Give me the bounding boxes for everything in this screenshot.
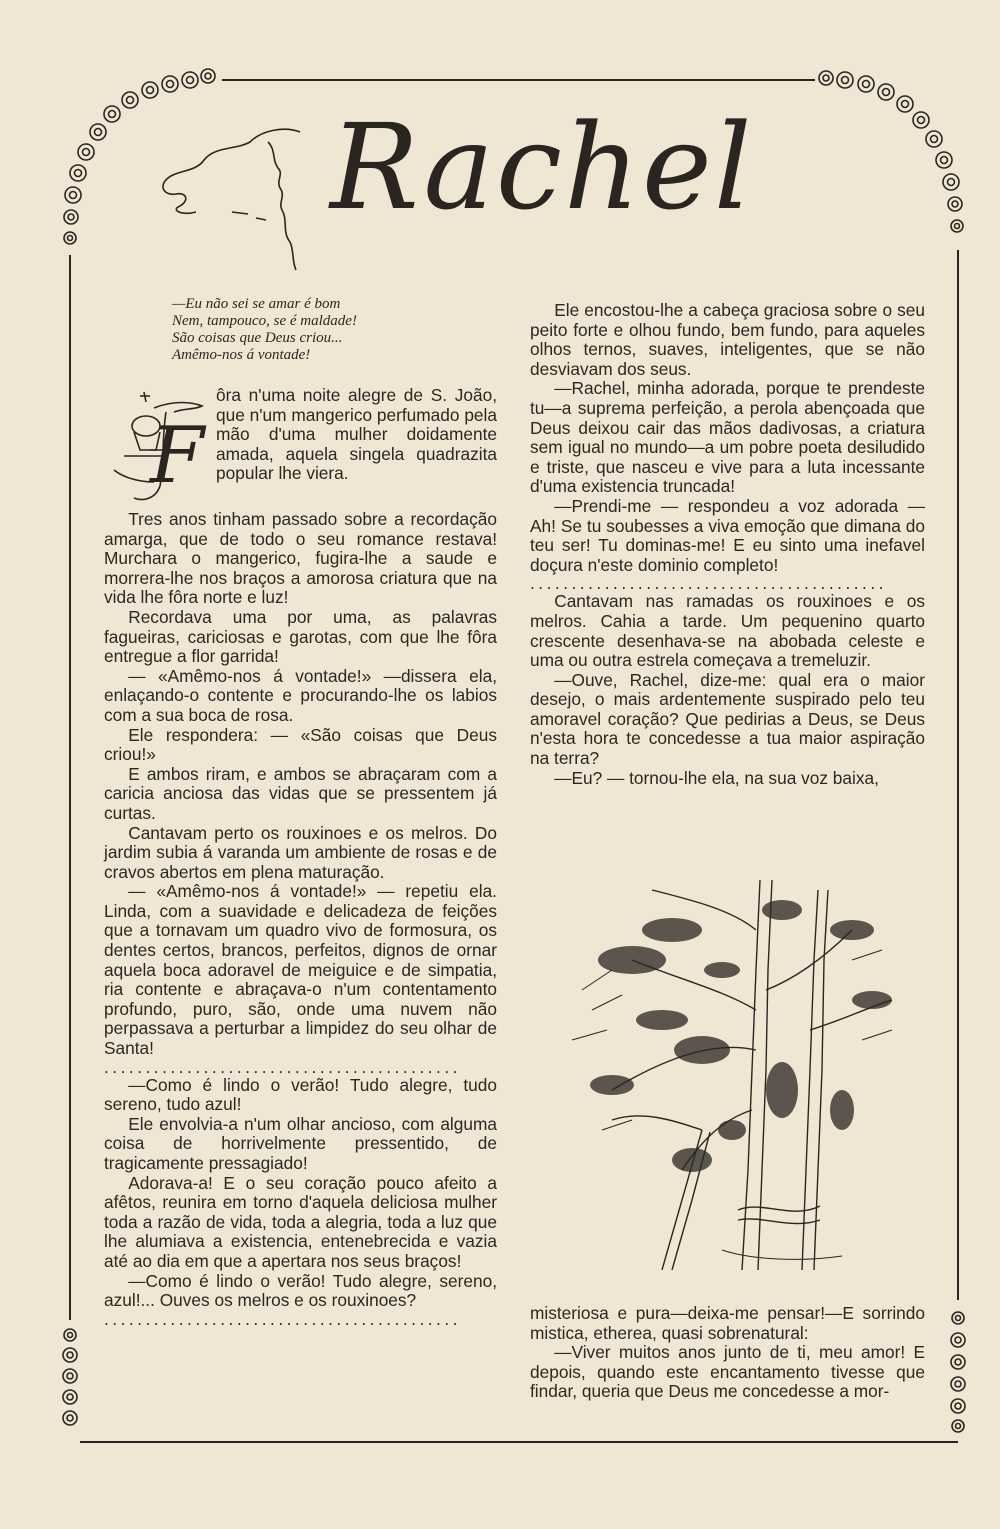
drop-cap-illustration bbox=[104, 386, 212, 510]
article-title: Rachel bbox=[330, 98, 754, 236]
left-column bbox=[104, 386, 497, 1328]
section-divider-dots: ........................................... bbox=[104, 1058, 461, 1076]
paragraph: Cantavam nas ramadas os rouxinoes e os melros. Cahia a tarde. Um pequenino quarto crescente desenhava-se na abobada celeste e uma ou outra estrela começava a tremeluzir. bbox=[530, 591, 925, 671]
paragraph: —Prendi-me — respondeu a voz adorada — Ah! Se tu soubesses a viva emoção que dimana do teu ser! Tu dominas-me! E eu sinto uma inefavel doçura n'este dominio completo! bbox=[530, 495, 925, 575]
rose-garland-top-left bbox=[64, 69, 215, 244]
paragraph: Ele envolvia-a n'um olhar ancioso, com alguma coisa de horrivelmente pressentido, de tragicamente pressagiado! bbox=[104, 1113, 497, 1173]
paragraph: misteriosa e pura—deixa-me pensar!—E sorrindo mistica, etherea, quasi sobrenatural: bbox=[530, 1303, 925, 1343]
paragraph: — «Amêmo-nos á vontade!» —dissera ela, enlaçando-o contente e procurando-lhe os labios com a sua boca de rosa. bbox=[104, 665, 497, 725]
tree-illustration bbox=[552, 870, 902, 1270]
epigraph-line: Nem, tampouco, se é maldade! bbox=[172, 313, 357, 329]
drop-cap bbox=[104, 386, 212, 510]
paragraph: — «Amêmo-nos á vontade!» — repetiu ela. Linda, com a suavidade e delicadeza de feições que a tornavam um quadro vivo de formosura, os dentes certos, brancos, perfeitos, dignos de ornar aquela boca adoravel de meiguice e de simpatia, ria contente e abraçava-o n'um contentamento profundo, puro, são, onde uma nuvem não perpassava a perturbar a limpidez do seu olhar de Santa! bbox=[104, 881, 497, 1059]
drop-cap-letter: F bbox=[150, 411, 205, 501]
rose-garland-bottom-right bbox=[951, 1312, 965, 1432]
epigraph-line: —Eu não sei se amar é bom bbox=[172, 296, 341, 312]
rose-garland-bottom-left bbox=[63, 1329, 77, 1425]
paragraph: —Ouve, Rachel, dize-me: qual era o maior desejo, o mais ardentemente suspirado pelo teu amoravel coração? Que pedirias a Deus, se Deus n'esta hora te concedesse a tua maior aspiração na terra? bbox=[530, 669, 925, 769]
right-column-continuation bbox=[530, 1304, 925, 1402]
paragraph: —Viver muitos anos junto de ti, meu amor! E depois, quando este encantamento tivesse que findar, queria que Deus me concedesse a mor- bbox=[530, 1342, 925, 1402]
paragraph: —Eu? — tornou-lhe ela, na sua voz baixa, bbox=[554, 767, 879, 788]
right-column bbox=[530, 301, 925, 788]
paragraph: Ele respondera: — «São coisas que Deus criou!» bbox=[104, 724, 497, 765]
profile-sketch bbox=[163, 129, 300, 270]
epigraph bbox=[172, 296, 472, 364]
paragraph: Cantavam perto os rouxinoes e os melros. Do jardim subia á varanda um ambiente de rosas e de cravos abertos em plena maturação. bbox=[104, 822, 497, 882]
paragraph: ôra n'uma noite alegre de S. João, que n'um mangerico perfumado pela mão d'uma mulher doidamente amada, aquela singela quadrazita popular lhe viera. bbox=[216, 385, 497, 484]
paragraph: Tres anos tinham passado sobre a recordação amarga, que de todo o seu romance restava! Murchara o mangerico, fugira-lhe a saude e morrera-lhe nos braços a amorosa criatura que na vida lhe fôra norte e luz! bbox=[104, 509, 497, 608]
paragraph: Adorava-a! E o seu coração pouco afeito a afêtos, reunira em torno d'aquela deliciosa mulher toda a razão de vida, toda a alegria, toda a luz que lhe alumiava a existencia, entenebrecida e vazia até ao dia em que a apertara nos seus braços! bbox=[104, 1172, 497, 1271]
section-divider-dots: ........................................... bbox=[104, 1310, 461, 1328]
epigraph-line: São coisas que Deus criou... bbox=[172, 330, 343, 346]
paragraph: —Como é lindo o verão! Tudo alegre, tudo sereno, tudo azul! bbox=[104, 1074, 497, 1115]
paragraph: —Como é lindo o verão! Tudo alegre, sereno, azul!... Ouves os melros e os rouxinoes? bbox=[104, 1270, 497, 1311]
paragraph: E ambos riram, e ambos se abraçaram com a caricia anciosa das vidas que se pressentem já curtas. bbox=[104, 763, 497, 823]
rose-garland-top-right bbox=[819, 71, 963, 232]
epigraph-line: Amêmo-nos á vontade! bbox=[172, 347, 311, 363]
paragraph: Ele encostou-lhe a cabeça graciosa sobre o seu peito forte e olhou fundo, bem fundo, para aqueles olhos ternos, suaves, inteligentes, que se não desviavam dos seus. bbox=[530, 300, 925, 379]
paragraph: Recordava uma por uma, as palavras fagueiras, cariciosas e garotas, com que lhe fôra entregue a flor garrida! bbox=[104, 606, 497, 667]
paragraph: —Rachel, minha adorada, porque te prendeste tu—a suprema perfeição, a perola abençoada que Deus deixou cair das mãos dadivosas, a criatura sem igual no mundo—a um pobre poeta desiludido e triste, que nasceu e vive para a luta incessante d'uma existencia truncada! bbox=[530, 378, 925, 497]
section-divider-dots: ........................................... bbox=[530, 575, 887, 593]
